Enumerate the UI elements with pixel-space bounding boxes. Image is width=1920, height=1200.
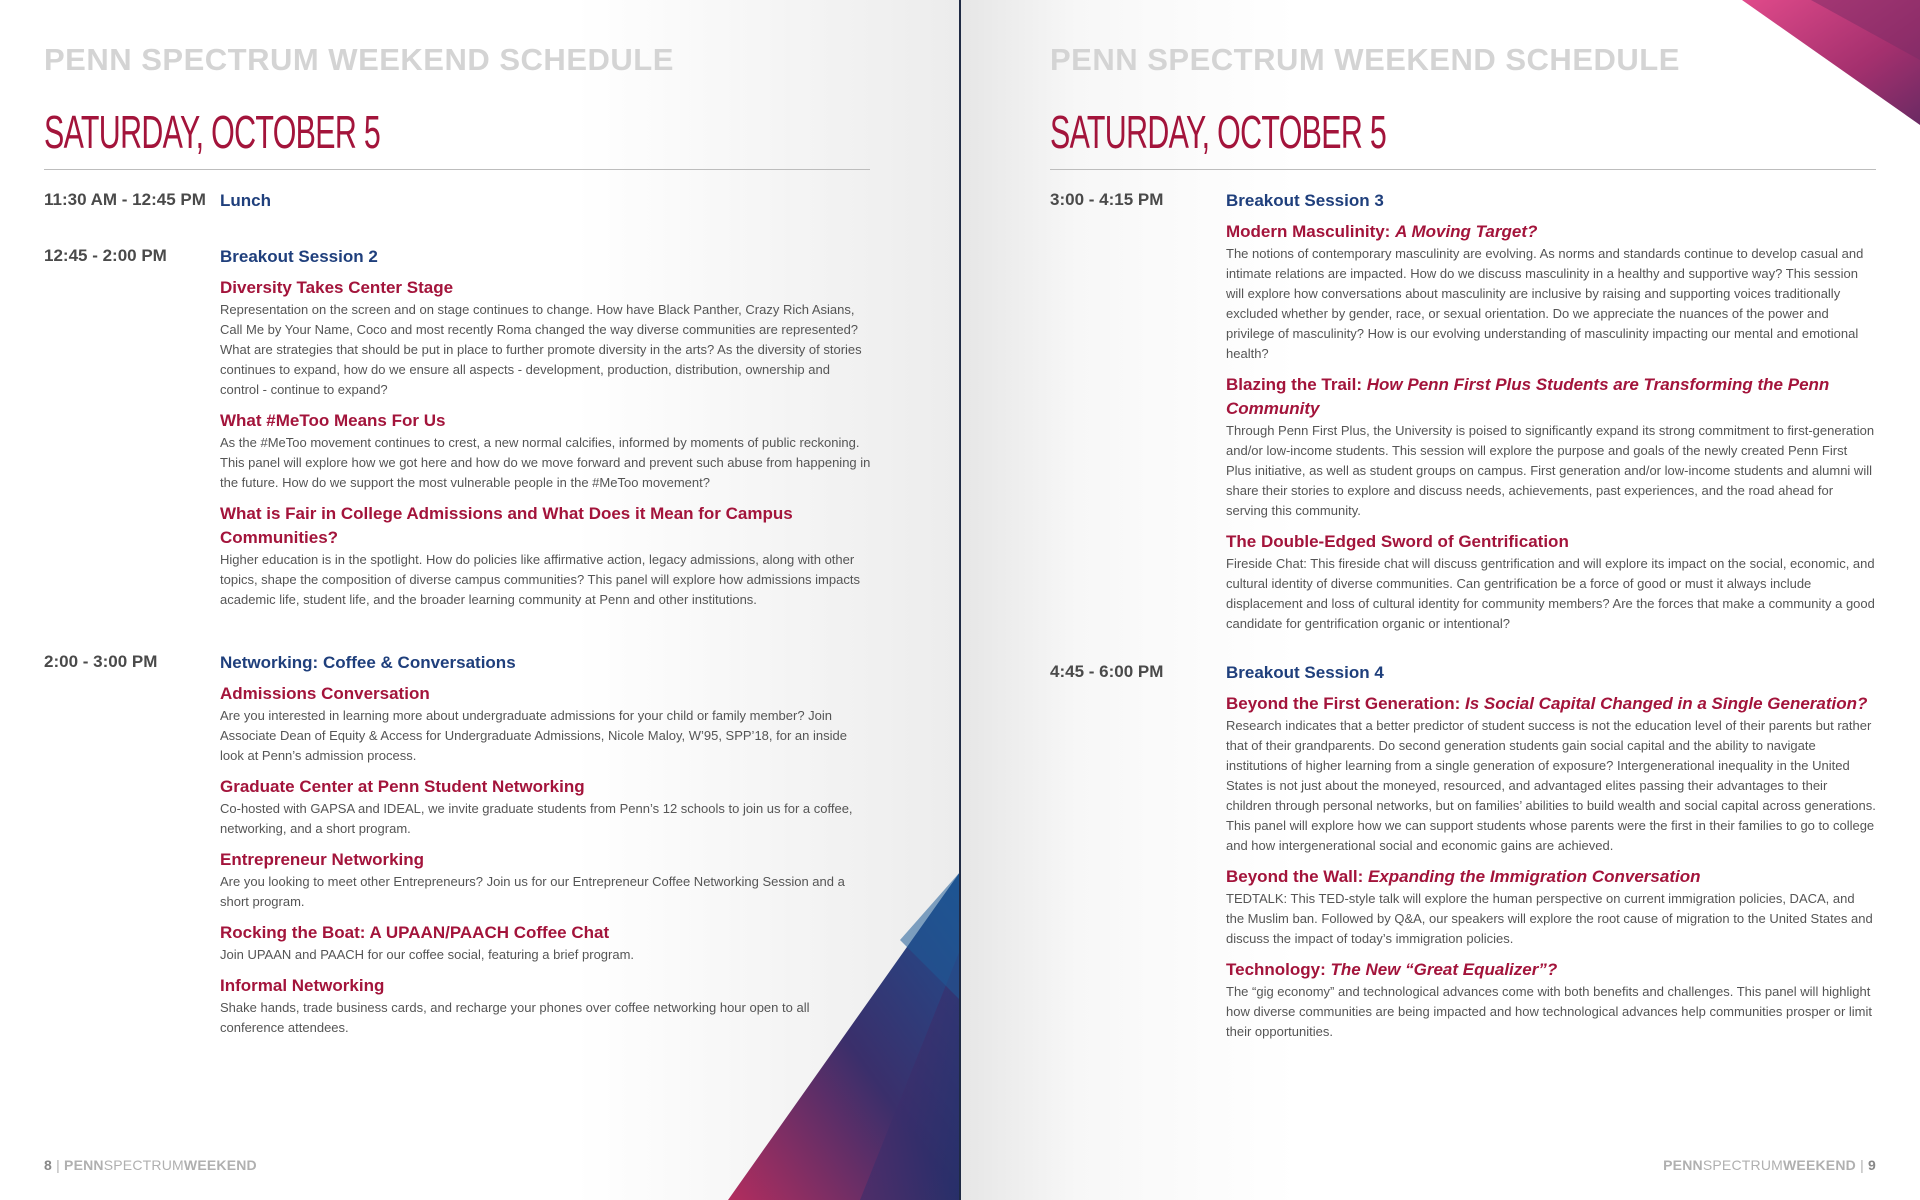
- event-item: [1226, 692, 1876, 856]
- schedule-header: PENN SPECTRUM WEEKEND SCHEDULE: [1050, 42, 1680, 77]
- page-date-title: SATURDAY, OCTOBER 5: [44, 106, 381, 158]
- event-title: Entrepreneur Networking: [220, 850, 425, 869]
- event-title: What is Fair in College Admissions and What Does it Mean for Campus Communities?: [220, 504, 793, 547]
- schedule-block: [44, 190, 872, 212]
- event-item: [1226, 958, 1876, 1042]
- event-title: Beyond the Wall: Expanding the Immigration Conversation: [1226, 867, 1701, 886]
- event-title: Admissions Conversation: [220, 684, 430, 703]
- event-description: Are you interested in learning more about undergraduate admissions for your child or family member? Join Associate Dean of Equity & Access for Undergraduate Admissions, Nicole Maloy, W’95, SPP’18, for an inside look at Penn’s admission process.: [220, 708, 847, 763]
- event-item: [220, 848, 872, 912]
- event-item: [220, 682, 872, 766]
- event-item: [220, 409, 872, 493]
- schedule-block: [44, 652, 872, 1038]
- schedule-block: [1050, 190, 1876, 634]
- event-item: [1226, 373, 1876, 521]
- time-slot: 11:30 AM - 12:45 PM: [44, 190, 206, 209]
- event-item: [220, 775, 872, 839]
- schedule-list: [1050, 190, 1876, 1051]
- footer-separator: |: [1860, 1157, 1864, 1173]
- session-title: Breakout Session 3: [1226, 191, 1384, 210]
- footer-brand-weekend: WEEKEND: [1783, 1157, 1856, 1173]
- page-number: 9: [1868, 1157, 1876, 1173]
- event-title: Beyond the First Generation: Is Social Capital Changed in a Single Generation?: [1226, 694, 1868, 713]
- footer-brand-weekend: WEEKEND: [183, 1157, 257, 1173]
- session-title: Lunch: [220, 191, 271, 210]
- header-divider: [1050, 169, 1876, 170]
- event-item: [1226, 530, 1876, 634]
- event-title: The Double-Edged Sword of Gentrification: [1226, 532, 1569, 551]
- right-page: [961, 0, 1920, 1200]
- event-title: What #MeToo Means For Us: [220, 411, 446, 430]
- page-number: 8: [44, 1157, 52, 1173]
- event-item: [1226, 220, 1876, 364]
- event-title: Graduate Center at Penn Student Networking: [220, 777, 585, 796]
- event-description: Shake hands, trade business cards, and recharge your phones over coffee networking hour open to all conference attendees.: [220, 1000, 810, 1035]
- schedule-block: [44, 246, 872, 610]
- event-title: Rocking the Boat: A UPAAN/PAACH Coffee Chat: [220, 923, 610, 942]
- schedule-list: [44, 190, 872, 1047]
- footer-brand-penn: PENN: [1663, 1157, 1703, 1173]
- event-description: TEDTALK: This TED-style talk will explore the human perspective on current immigration policies, DACA, and the Muslim ban. Followed by Q&A, our speakers will explore the root cause of migration to the United States and discuss the impact of today’s immigration policies.: [1226, 891, 1873, 946]
- time-slot: 4:45 - 6:00 PM: [1050, 662, 1164, 681]
- event-description: Through Penn First Plus, the University is poised to significantly expand its strong commitment to first-generation and/or low-income students. This session will explore the purpose and goals of the newly created Penn First Plus initiative, as well as student groups on campus. First generation and/or low-income students and alumni will share their stories to explore and discuss needs, achievements, past experiences, and the road ahead for serving this community.: [1226, 423, 1875, 518]
- footer-brand-spectrum: SPECTRUM: [103, 1157, 184, 1173]
- event-description: As the #MeToo movement continues to crest, a new normal calcifies, informed by moments of public reckoning. This panel will explore how we got here and how do we move forward and prevent such abuse from happening in the future. How do we support the most vulnerable people in the #MeToo movement?: [220, 435, 871, 490]
- event-item: [1226, 865, 1876, 949]
- time-slot: 12:45 - 2:00 PM: [44, 246, 167, 265]
- page-footer: [1663, 1157, 1876, 1173]
- time-slot: 2:00 - 3:00 PM: [44, 652, 158, 671]
- footer-brand-penn: PENN: [64, 1157, 104, 1173]
- session-title: Breakout Session 4: [1226, 663, 1384, 682]
- event-item: [220, 276, 872, 400]
- event-description: Are you looking to meet other Entrepreneurs? Join us for our Entrepreneur Coffee Networking Session and a short program.: [220, 874, 845, 909]
- event-description: The “gig economy” and technological advances come with both benefits and challenges. This panel will highlight how diverse communities are being impacted and how technological advances help communities prosper or limit their opportunities.: [1226, 984, 1872, 1039]
- schedule-header: PENN SPECTRUM WEEKEND SCHEDULE: [44, 42, 674, 77]
- footer-brand-spectrum: SPECTRUM: [1702, 1157, 1783, 1173]
- time-slot: 3:00 - 4:15 PM: [1050, 190, 1164, 209]
- event-description: Higher education is in the spotlight. How do policies like affirmative action, legacy admissions, along with other topics, shape the composition of diverse campus communities? This panel will explore how admissions impacts academic life, student life, and the broader learning community at Penn and other institutions.: [220, 552, 860, 607]
- event-item: [220, 921, 872, 965]
- footer-separator: |: [56, 1157, 60, 1173]
- schedule-block: [1050, 662, 1876, 1042]
- event-description: Join UPAAN and PAACH for our coffee social, featuring a brief program.: [220, 947, 635, 962]
- event-item: [220, 974, 872, 1038]
- event-item: [220, 502, 872, 610]
- page-footer: [44, 1157, 257, 1173]
- event-title: Modern Masculinity: A Moving Target?: [1226, 222, 1538, 241]
- header-divider: [44, 169, 870, 170]
- page-date-title: SATURDAY, OCTOBER 5: [1050, 106, 1387, 158]
- event-title: Technology: The New “Great Equalizer”?: [1226, 960, 1558, 979]
- event-description: Co-hosted with GAPSA and IDEAL, we invite graduate students from Penn’s 12 schools to join us for a coffee, networking, and a short program.: [220, 801, 853, 836]
- session-title: Networking: Coffee & Conversations: [220, 653, 516, 672]
- event-title: Blazing the Trail: How Penn First Plus Students are Transforming the Penn Community: [1226, 375, 1830, 418]
- event-title: Diversity Takes Center Stage: [220, 278, 454, 297]
- event-description: The notions of contemporary masculinity are evolving. As norms and standards continue to develop casual and intimate relations are impacted. How do we discuss masculinity in a healthy and supportive way? This session will explore how conversations about masculinity are inclusive by raising and supporting voices traditionally excluded whether by gender, race, or sexual orientation. Do we appreciate the nuances of the power and privilege of masculinity? How is our evolving understanding of masculinity impacting our mental and emotional health?: [1226, 246, 1864, 361]
- event-description: Research indicates that a better predictor of student success is not the education level of their parents but rather that of their grandparents. Do second generation students gain social capital and the ability to navigate institutions of higher learning from a single generation of exposure? Intergenerational inequality in the United States is not just about the moneyed, resourced, and advantaged elites passing their advantages to their children through personal networks, but on families’ abilities to build wealth and social capital across generations. This panel will explore how we can support students whose parents were the first in their families to go to college and how intergenerational social and economic gains are achieved.: [1226, 718, 1876, 853]
- event-title: Informal Networking: [220, 976, 385, 995]
- event-description: Representation on the screen and on stage continues to change. How have Black Panther, Crazy Rich Asians, Call Me by Your Name, Coco and most recently Roma changed the way diverse communities are represented? What are strategies that should be put in place to further promote diversity in the arts? As the diversity of stories continues to expand, how do we ensure all aspects - development, production, distribution, ownership and control - continue to expand?: [220, 302, 862, 397]
- event-description: Fireside Chat: This fireside chat will discuss gentrification and will explore its impact on the social, economic, and cultural identity of diverse communities. Can gentrification be a force of good or must it always include displacement and loss of cultural identity for community members? Are the forces that make a community a good candidate for gentrification organic or intentional?: [1226, 556, 1875, 631]
- session-title: Breakout Session 2: [220, 247, 378, 266]
